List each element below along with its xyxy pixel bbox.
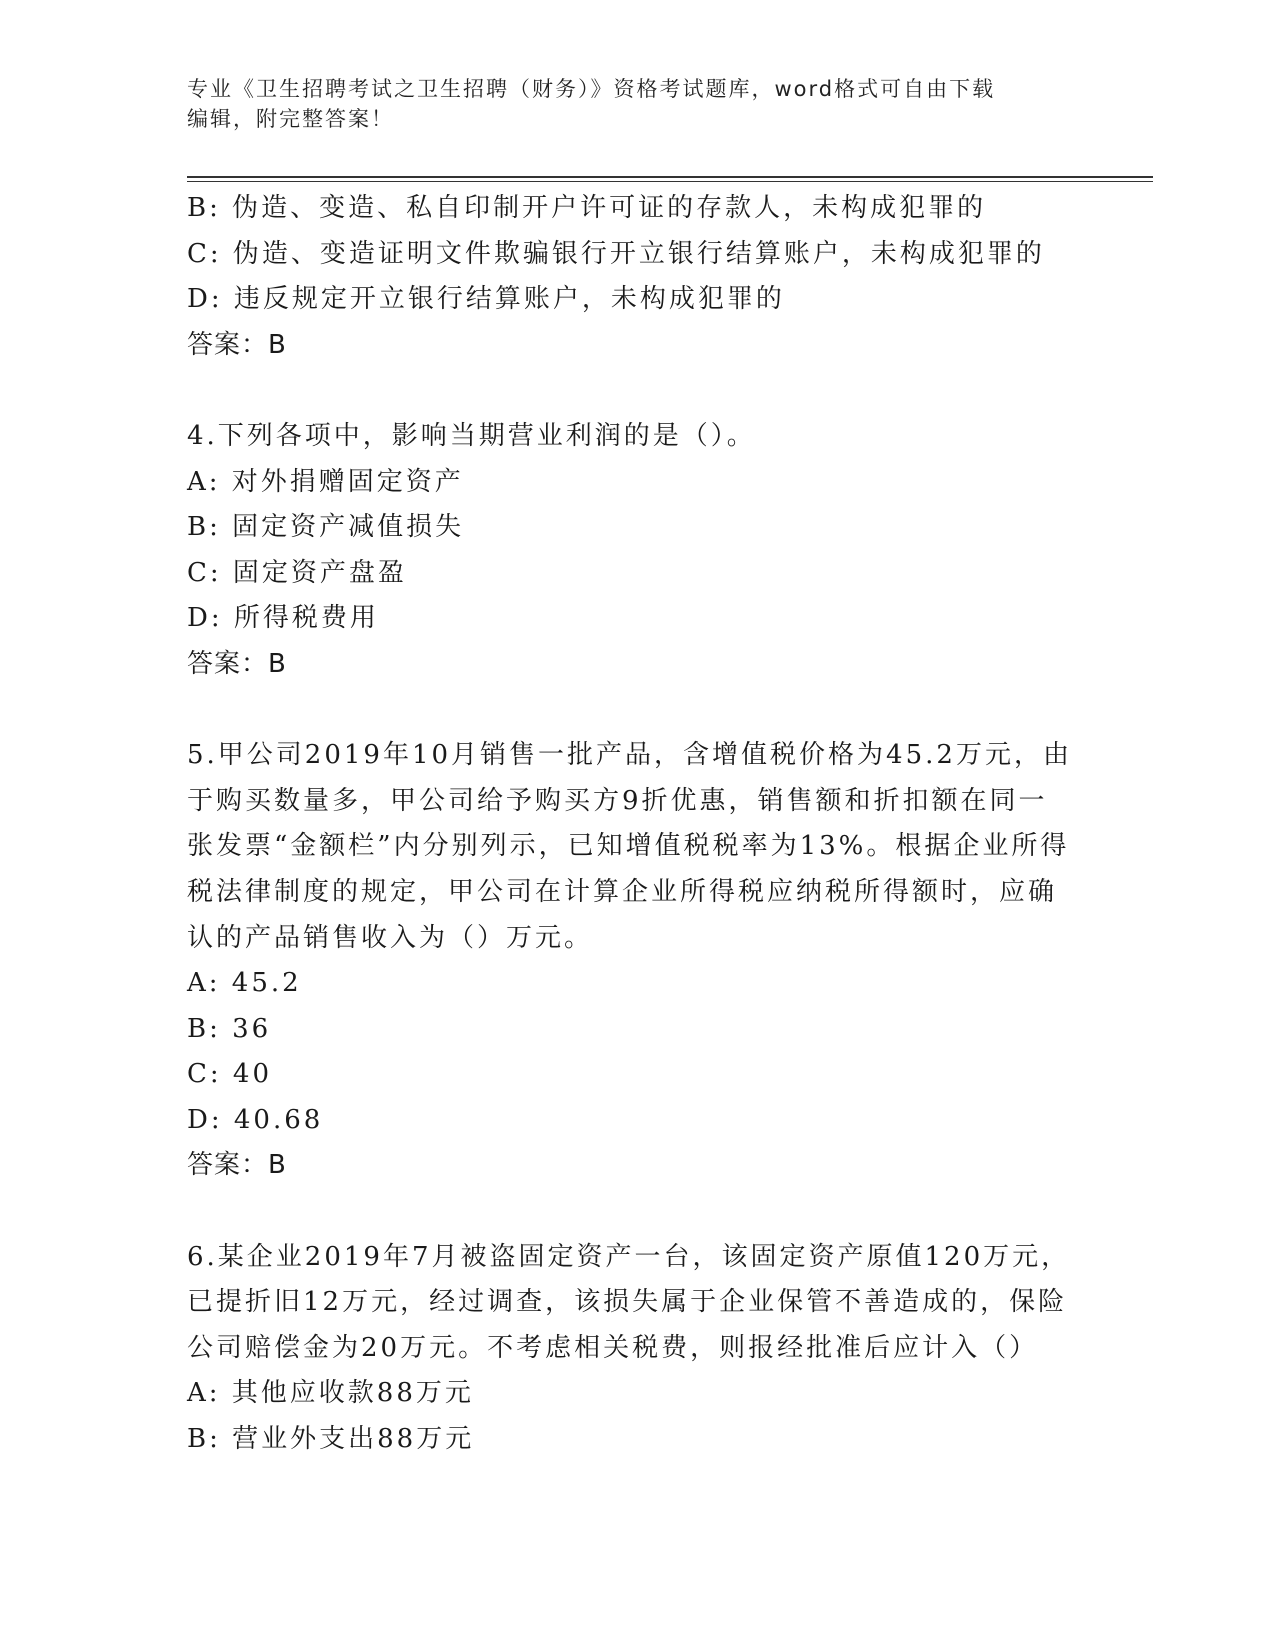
q5-option-a: A: 45.2 bbox=[187, 968, 302, 999]
q4-option-c: C: 固定资产盘盈 bbox=[187, 557, 407, 588]
q5-stem-line-3: 张发票“金额栏”内分别列示，已知增值税税率为13%。根据企业所得 bbox=[187, 831, 1070, 862]
q3-option-b: B: 伪造、变造、私自印制开户许可证的存款人，未构成犯罪的 bbox=[187, 193, 987, 223]
header-divider-thin bbox=[187, 181, 1153, 182]
header-title-line-2: 编辑，附完整答案！ bbox=[187, 107, 394, 131]
q5-stem-line-2: 于购买数量多，甲公司给予购买方9折优惠，销售额和折扣额在同一 bbox=[187, 785, 1048, 816]
q4-answer: 答案：B bbox=[187, 648, 287, 679]
q4-option-b: B: 固定资产减值损失 bbox=[187, 512, 465, 543]
q5-option-d: D: 40.68 bbox=[187, 1104, 324, 1135]
q5-stem-line-1: 5.甲公司2019年10月销售一批产品，含增值税价格为45.2万元，由 bbox=[187, 740, 1072, 771]
q6-stem-line-3: 公司赔偿金为20万元。不考虑相关税费，则报经批准后应计入（） bbox=[187, 1332, 1039, 1363]
q4-stem: 4.下列各项中，影响当期营业利润的是（）。 bbox=[187, 420, 756, 451]
q5-answer: 答案：B bbox=[187, 1150, 287, 1181]
q6-option-a: A: 其他应收款88万元 bbox=[187, 1378, 474, 1409]
header-title-line-1: 专业《卫生招聘考试之卫生招聘（财务）》资格考试题库，word格式可自由下载 bbox=[187, 77, 996, 101]
q5-option-b: B: 36 bbox=[187, 1013, 272, 1044]
q6-option-b: B: 营业外支出88万元 bbox=[187, 1424, 475, 1455]
q5-stem-line-5: 认的产品销售收入为（）万元。 bbox=[187, 922, 594, 953]
q6-stem-line-1: 6.某企业2019年7月被盗固定资产一台，该固定资产原值120万元， bbox=[187, 1241, 1071, 1272]
q3-answer: 答案：B bbox=[187, 329, 287, 360]
spacer bbox=[187, 368, 1087, 414]
q6-stem-line-2: 已提折旧12万元，经过调查，该损失属于企业保管不善造成的，保险 bbox=[187, 1287, 1068, 1318]
q4-option-d: D: 所得税费用 bbox=[187, 603, 379, 634]
q5-option-c: C: 40 bbox=[187, 1059, 273, 1090]
spacer bbox=[187, 688, 1087, 734]
spacer bbox=[187, 1189, 1087, 1235]
q3-option-c: C: 伪造、变造证明文件欺骗银行开立银行结算账户，未构成犯罪的 bbox=[187, 238, 1045, 269]
page-header bbox=[187, 74, 1067, 134]
question-content bbox=[187, 186, 1087, 1463]
header-divider-thick bbox=[187, 176, 1153, 178]
q5-stem-line-4: 税法律制度的规定，甲公司在计算企业所得税应纳税所得额时，应确 bbox=[187, 876, 1058, 907]
q3-option-d: D: 违反规定开立银行结算账户，未构成犯罪的 bbox=[187, 284, 785, 315]
q4-option-a: A: 对外捐赠固定资产 bbox=[187, 466, 464, 497]
